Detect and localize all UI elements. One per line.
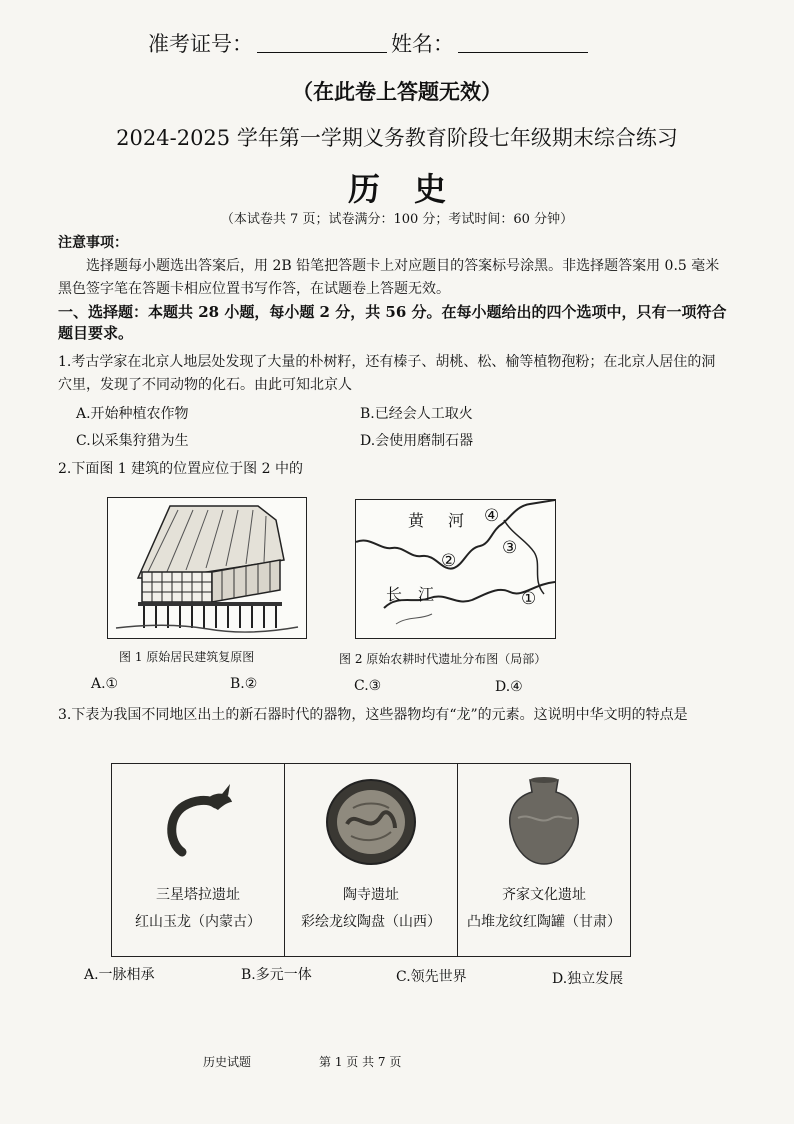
exam-title: 2024-2025 学年第一学期义务教育阶段七年级期末综合练习 xyxy=(116,126,678,150)
figure-1-stilt-house xyxy=(107,497,307,639)
artifact-2-name: 彩绘龙纹陶盘（山西） xyxy=(301,914,441,930)
jade-dragon-image xyxy=(112,764,284,880)
q3-option-c[interactable]: C.领先世界 xyxy=(396,969,467,985)
notice-heading: 注意事项： xyxy=(58,235,128,251)
subject-title: 历史 xyxy=(347,170,480,208)
map-label-huang: 黄 xyxy=(408,511,425,530)
footer-page-number: 第 1 页 共 7 页 xyxy=(319,1055,402,1069)
ticket-number-label: 准考证号： xyxy=(148,32,253,56)
section-heading: 一、选择题：本题共 28 小题，每小题 2 分，共 56 分。在每小题给出的四个选项中，只有一项符合题目要求。 xyxy=(58,303,727,342)
q1-option-b[interactable]: B.已经会人工取火 xyxy=(360,406,473,422)
q1-option-a[interactable]: A.开始种植农作物 xyxy=(76,406,189,422)
map-marker-1: ① xyxy=(521,589,537,609)
map-marker-2: ② xyxy=(441,551,457,571)
artifact-cell-1 xyxy=(112,764,285,957)
figure-1-caption: 图 1 原始居民建筑复原图 xyxy=(119,650,255,664)
q2-option-d[interactable]: D.④ xyxy=(495,679,523,695)
q2-option-a[interactable]: A.① xyxy=(91,676,119,692)
artifact-3-name: 凸堆龙纹红陶罐（甘肃） xyxy=(467,914,621,930)
q1-option-c[interactable]: C.以采集狩猎为生 xyxy=(76,433,189,449)
q3-option-d[interactable]: D.独立发展 xyxy=(552,971,624,987)
artifact-cell-3 xyxy=(458,764,631,957)
figure-2-map xyxy=(355,499,556,639)
question-3-stem: 3.下表为我国不同地区出土的新石器时代的器物，这些器物均有“龙”的元素。这说明中华文明的特点是 xyxy=(58,707,688,723)
artifact-3-site: 齐家文化遗址 xyxy=(502,887,586,903)
artifact-1-name: 红山玉龙（内蒙古） xyxy=(135,914,261,930)
footer-subject: 历史试题 xyxy=(203,1055,252,1069)
invalid-note: （在此卷上答题无效） xyxy=(292,79,502,104)
notice-body: 选择题每小题选出答案后，用 2B 铅笔把答题卡上对应题目的答案标号涂黑。非选择题答案用 0.5 毫米黑色签字笔在答题卡相应位置书写作答，在试题卷上答题无效。 xyxy=(58,258,720,297)
painted-pottery-plate-image xyxy=(285,764,457,880)
map-marker-4: ④ xyxy=(484,506,500,526)
stilt-house-illustration xyxy=(108,498,306,638)
q1-option-d[interactable]: D.会使用磨制石器 xyxy=(360,433,474,449)
map-marker-3: ③ xyxy=(502,538,518,558)
name-blank[interactable] xyxy=(458,52,588,53)
artifact-table xyxy=(111,763,631,957)
red-pottery-jar-image xyxy=(458,764,630,880)
name-label: 姓名： xyxy=(391,32,454,56)
exam-info: （本试卷共 7 页；试卷满分：100 分；考试时间：60 分钟） xyxy=(220,212,574,227)
ticket-number-blank[interactable] xyxy=(257,52,387,53)
map-label-jiang: 江 xyxy=(418,585,435,604)
artifact-1-site: 三星塔拉遗址 xyxy=(156,887,240,903)
artifact-cell-2 xyxy=(285,764,458,957)
q3-option-a[interactable]: A.一脉相承 xyxy=(84,967,155,983)
question-2-stem: 2.下面图 1 建筑的位置应位于图 2 中的 xyxy=(58,461,303,477)
map-label-he: 河 xyxy=(448,511,465,530)
q2-option-b[interactable]: B.② xyxy=(230,676,258,692)
q2-option-c[interactable]: C.③ xyxy=(354,678,382,694)
q3-option-b[interactable]: B.多元一体 xyxy=(241,967,312,983)
artifact-2-site: 陶寺遗址 xyxy=(343,887,399,903)
candidate-header xyxy=(148,28,592,58)
figure-2-caption: 图 2 原始农耕时代遗址分布图（局部） xyxy=(339,652,547,666)
map-label-chang: 长 xyxy=(386,585,403,604)
question-1-stem: 1.考古学家在北京人地层处发现了大量的朴树籽，还有榛子、胡桃、松、榆等植物孢粉；在北京人居住的洞穴里，发现了不同动物的化石。由此可知北京人 xyxy=(58,354,716,393)
